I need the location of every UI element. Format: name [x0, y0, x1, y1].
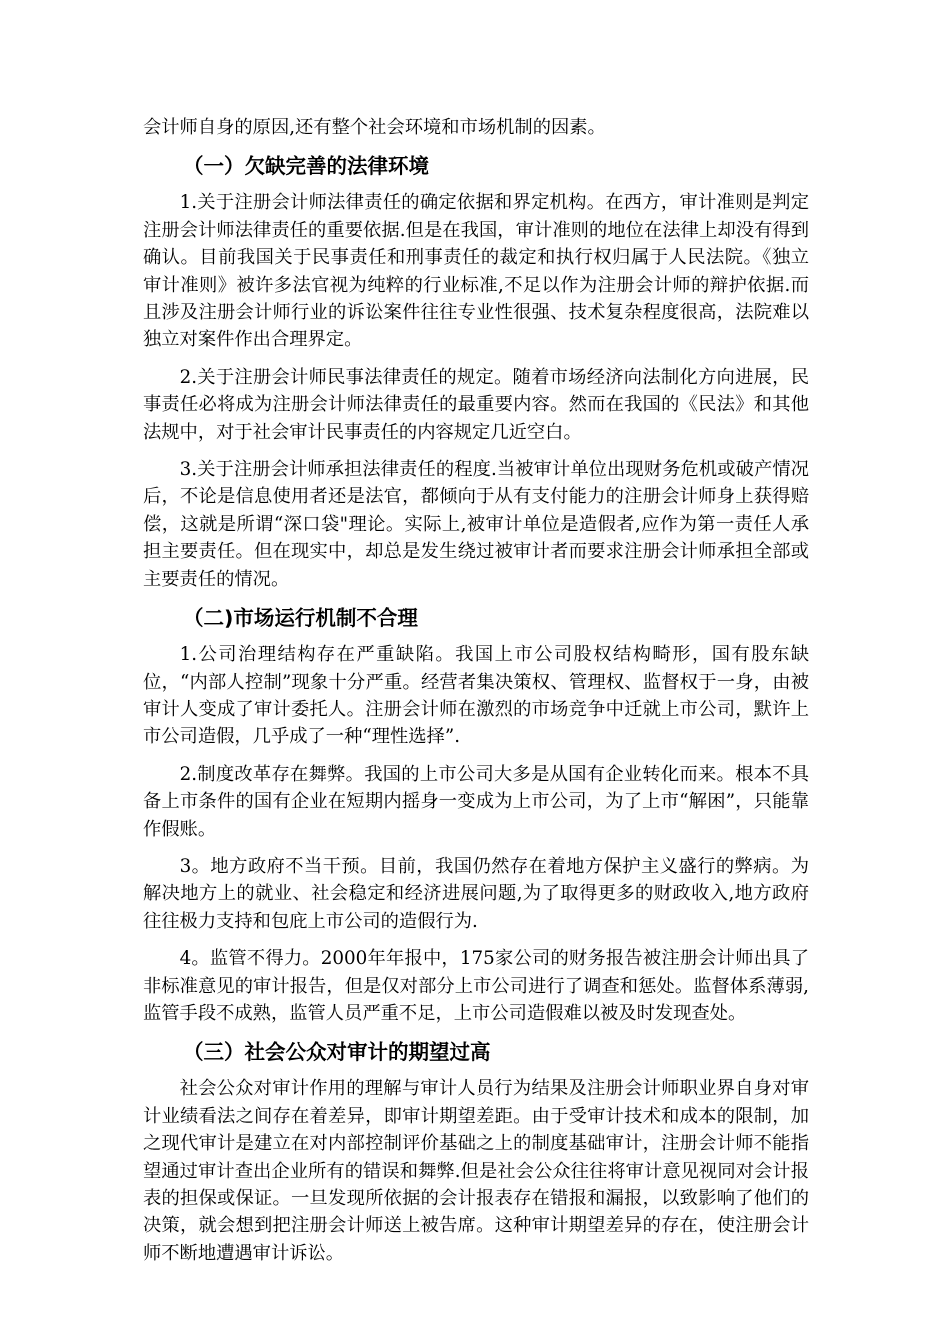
paragraph-legal-basis: 1.关于注册会计师法律责任的确定依据和界定机构。在西方，审计准则是判定注册会计师法律责任的重要依据.但是在我国，审计准则的地位在法律上却没有得到确认。目前我国关于民事责任和刑事责任的裁定和执行权归属于人民法院。《独立审计准则》被许多法官视为纯粹的行业标准,不足以作为注册会计师的辩护依据.而且涉及注册会计师行业的诉讼案件往往专业性很强、技术复杂程度很高，法院难以独立对案件作出合理界定。 — [143, 192, 809, 351]
paragraph-continuation: 会计师自身的原因,还有整个社会环境和市场机制的因素。 — [143, 117, 606, 138]
section-heading-public-expectation: （三）社会公众对审计的期望过高 — [183, 1040, 491, 1065]
section-heading-market-mechanism: （二)市场运行机制不合理 — [183, 606, 418, 631]
paragraph-weak-supervision: 4。监管不得力。2000年年报中，175家公司的财务报告被注册会计师出具了非标准意见的审计报告，但是仅对部分上市公司进行了调查和惩处。监督体系薄弱,监管手段不成熟，监管人员严重不足，上市公司造假难以被及时发现查处。 — [143, 948, 809, 1024]
paragraph-civil-liability: 2.关于注册会计师民事法律责任的规定。随着市场经济向法制化方向进展，民事责任必将成为注册会计师法律责任的最重要内容。然而在我国的《民法》和其他法规中，对于社会审计民事责任的内容规定几近空白。 — [143, 366, 809, 443]
paragraph-institutional-reform: 2.制度改革存在舞弊。我国的上市公司大多是从国有企业转化而来。根本不具备上市条件的国有企业在短期内摇身一变成为上市公司，为了上市“解困”，只能靠作假账。 — [143, 763, 809, 840]
section-heading-legal-environment: （一）欠缺完善的法律环境 — [183, 154, 429, 179]
document-page — [143, 114, 809, 1277]
paragraph-government-interference: 3。地方政府不当干预。目前，我国仍然存在着地方保护主义盛行的弊病。为解决地方上的就业、社会稳定和经济进展问题,为了取得更多的财政收入,地方政府往往极力支持和包庇上市公司的造假行为. — [143, 855, 809, 932]
paragraph-corporate-governance: 1.公司治理结构存在严重缺陷。我国上市公司股权结构畸形，国有股东缺位，“内部人控制”现象十分严重。经营者集决策权、管理权、监督权于一身，由被审计人变成了审计委托人。注册会计师在激烈的市场竞争中迁就上市公司，默许上市公司造假，几乎成了一种“理性选择”. — [143, 644, 809, 748]
paragraph-expectation-gap: 社会公众对审计作用的理解与审计人员行为结果及注册会计师职业界自身对审计业绩看法之间存在着差异，即审计期望差距。由于受审计技术和成本的限制，加之现代审计是建立在对内部控制评价基础之上的制度基础审计，注册会计师不能指望通过审计查出企业所有的错误和舞弊.但是社会公众往往将审计意见视同对会计报表的担保或保证。一旦发现所依据的会计报表存在错报和漏报，以致影响了他们的决策，就会想到把注册会计师送上被告席。这种审计期望差异的存在，使注册会计师不断地遭遇审计诉讼。 — [143, 1078, 809, 1264]
paragraph-liability-degree: 3.关于注册会计师承担法律责任的程度.当被审计单位出现财务危机或破产情况后，不论是信息使用者还是法官，都倾向于从有支付能力的注册会计师身上获得赔偿，这就是所谓“深口袋"理论。实际上,被审计单位是造假者,应作为第一责任人承担主要责任。但在现实中，却总是发生绕过被审计者而要求注册会计师承担全部或主要责任的情况。 — [143, 459, 809, 590]
